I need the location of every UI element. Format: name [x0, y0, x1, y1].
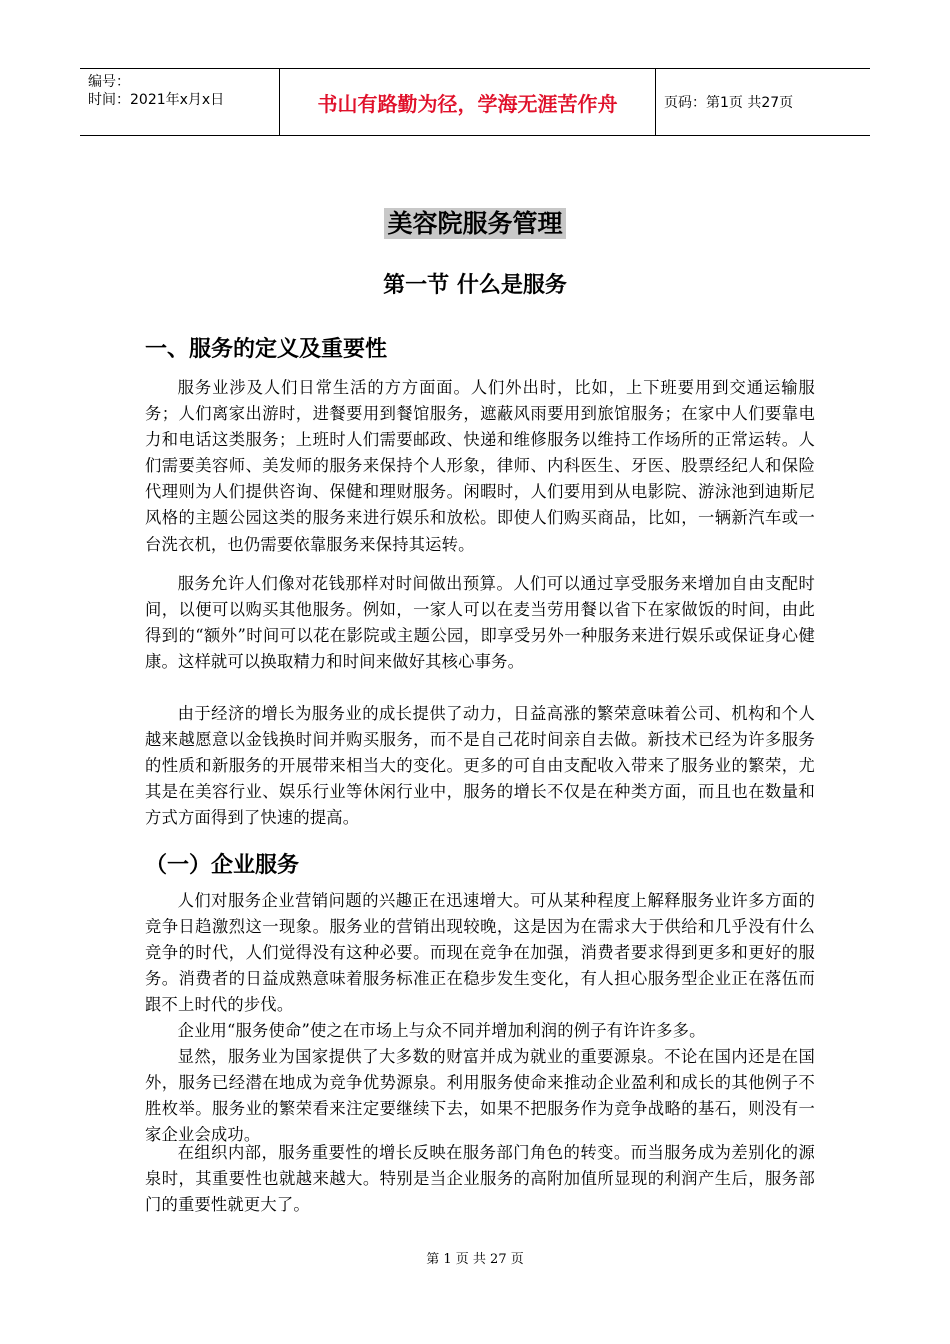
paragraph: 在组织内部，服务重要性的增长反映在服务部门角色的转变。而当服务成为差别化的源泉时，其重要性也就越来越大。特别是当企业服务的高附加值所显现的利润产生后，服务部门的重要性就更大了。	[145, 1143, 815, 1215]
page-info: 页码：第1页 共27页	[664, 95, 794, 111]
document-title	[0, 204, 950, 240]
document-title-text: 美容院服务管理	[384, 208, 565, 239]
page-header	[80, 68, 870, 136]
motto-text: 书山有路勤为径，学海无涯苦作舟	[317, 91, 618, 116]
paragraph: 企业用“服务使命”使之在市场上与众不同并增加利润的例子有许许多多。	[177, 1021, 706, 1040]
header-motto-cell	[280, 69, 656, 135]
time-label: 时间：2021年x月x日	[88, 92, 225, 108]
heading-enterprise-service: （一）企业服务	[145, 853, 300, 878]
paragraph: 人们对服务企业营销问题的兴趣正在迅速增大。可从某种程度上解释服务业许多方面的竞争日趋激烈这一现象。服务业的营销出现较晚，这是因为在需求大于供给和几乎没有什么竞争的时代，人们觉得没有这种必要。而现在竞争在加强，消费者要求得到更多和更好的服务。消费者的日益成熟意味着服务标准正在稳步发生变化，有人担心服务型企业正在落伍而跟不上时代的步伐。	[145, 891, 815, 1015]
section-title: 第一节 什么是服务	[383, 273, 567, 298]
paragraph: 显然，服务业为国家提供了大多数的财富并成为就业的重要源泉。不论在国内还是在国外，服务已经潜在地成为竞争优势源泉。利用服务使命来推动企业盈利和成长的其他例子不胜枚举。服务业的繁荣看来注定要继续下去，如果不把服务作为竞争战略的基石，则没有一家企业会成功。	[145, 1047, 815, 1145]
header-page-cell	[656, 69, 870, 135]
header-info-cell	[80, 69, 280, 135]
paragraph: 服务业涉及人们日常生活的方方面面。人们外出时，比如，上下班要用到交通运输服务；人们离家出游时，进餐要用到餐馆服务，遮蔽风雨要用到旅馆服务；在家中人们要靠电力和电话这类服务；上班时人们需要邮政、快递和维修服务以维持工作场所的正常运转。人们需要美容师、美发师的服务来保持个人形象，律师、内科医生、牙医、股票经纪人和保险代理则为人们提供咨询、保健和理财服务。闲暇时，人们要用到从电影院、游泳池到迪斯尼风格的主题公园这类的服务来进行娱乐和放松。即使人们购买商品，比如，一辆新汽车或一台洗衣机，也仍需要依靠服务来保持其运转。	[145, 378, 815, 554]
paragraph: 由于经济的增长为服务业的成长提供了动力，日益高涨的繁荣意味着公司、机构和个人越来越愿意以金钱换时间并购买服务，而不是自己花时间亲自去做。新技术已经为许多服务的性质和新服务的开展带来相当大的变化。更多的可自由支配收入带来了服务业的繁荣，尤其是在美容行业、娱乐行业等休闲行业中，服务的增长不仅是在种类方面，而且也在数量和方式方面得到了快速的提高。	[145, 704, 815, 828]
page-footer: 第 1 页 共 27 页	[426, 1252, 524, 1267]
heading-definition: 一、服务的定义及重要性	[145, 337, 388, 362]
number-label: 编号：	[88, 74, 130, 90]
paragraph: 服务允许人们像对花钱那样对时间做出预算。人们可以通过享受服务来增加自由支配时间，以便可以购买其他服务。例如，一家人可以在麦当劳用餐以省下在家做饭的时间，由此得到的“额外”时间可以花在影院或主题公园，即享受另外一种服务来进行娱乐或保证身心健康。这样就可以换取精力和时间来做好其核心事务。	[145, 574, 815, 672]
